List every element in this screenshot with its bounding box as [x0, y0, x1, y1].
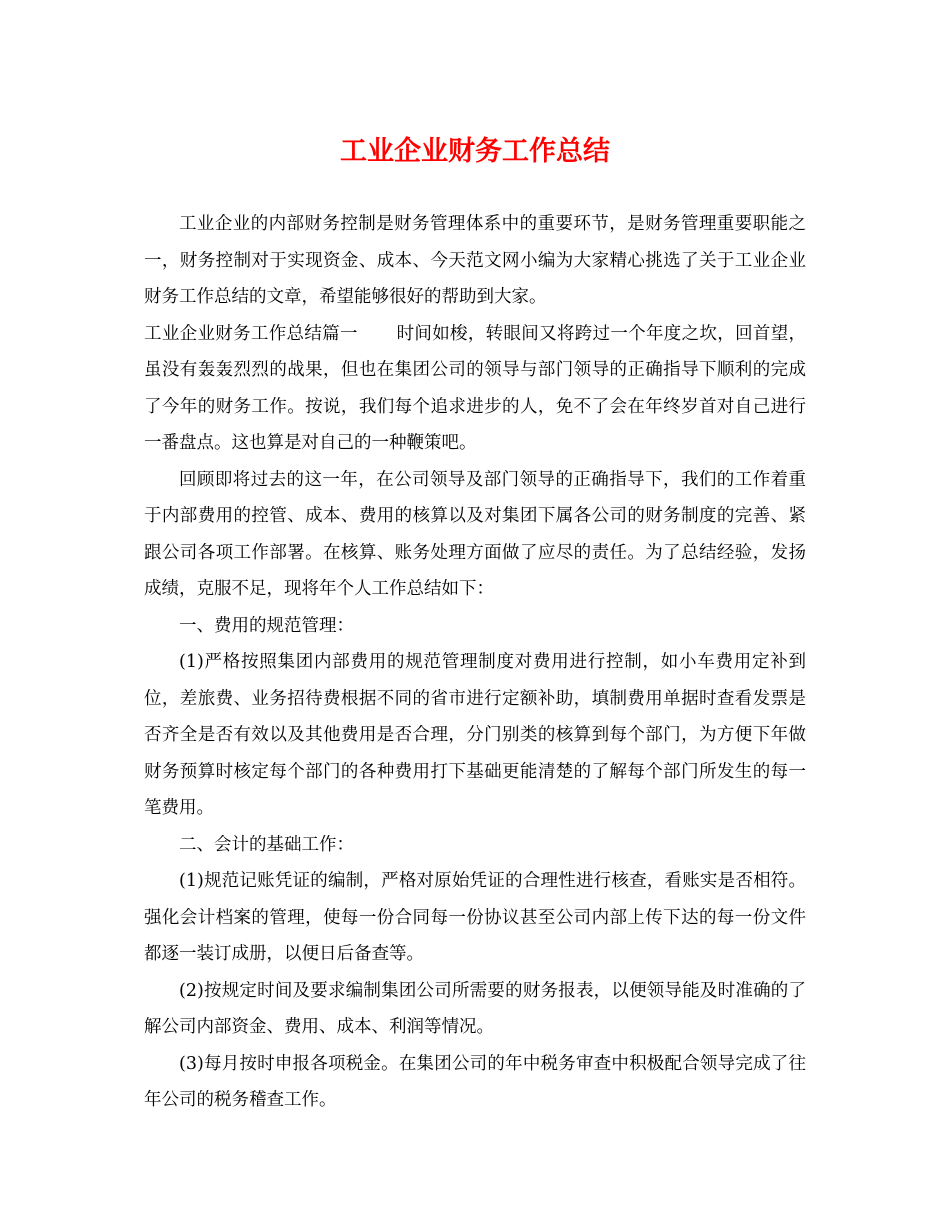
accounting-item-1: (1)规范记账凭证的编制，严格对原始凭证的合理性进行核查，看账实是否相符。强化会计档案的管理，使每一份合同每一份协议甚至公司内部上传下达的每一份文件都逐一装订成册，以便日后备查等。 — [144, 871, 806, 964]
heading-accounting-basics: 二、会计的基础工作： — [179, 834, 354, 855]
heading-expense-management: 一、费用的规范管理： — [179, 615, 354, 636]
document-title: 工业企业财务工作总结 — [340, 136, 610, 167]
review-paragraph: 回顾即将过去的这一年，在公司领导及部门领导的正确指导下，我们的工作着重于内部费用的控管、成本、费用的核算以及对集团下属各公司的财务制度的完善、紧跟公司各项工作部署。在核算、账务处理方面做了应尽的责任。为了总结经验，发扬成绩，克服不足，现将年个人工作总结如下： — [144, 469, 806, 599]
document-body — [144, 206, 806, 1119]
expense-item-1: (1)严格按照集团内部费用的规范管理制度对费用进行控制，如小车费用定补到位，差旅费、业务招待费根据不同的省市进行定额补助，填制费用单据时查看发票是否齐全是否有效以及其他费用是否合理，分门别类的核算到每个部门，为方便下年做财务预算时核定每个部门的各种费用打下基础更能清楚的了解每个部门所发生的每一笔费用。 — [144, 652, 806, 818]
intro-paragraph: 工业企业的内部财务控制是财务管理体系中的重要环节，是财务管理重要职能之一，财务控制对于实现资金、成本、今天范文网小编为大家精心挑选了关于工业企业财务工作总结的文章，希望能够很好的帮助到大家。 — [144, 214, 806, 307]
section-heading: 工业企业财务工作总结篇一 — [144, 323, 358, 344]
accounting-item-2: (2)按规定时间及要求编制集团公司所需要的财务报表，以便领导能及时准确的了解公司内部资金、费用、成本、利润等情况。 — [144, 980, 806, 1037]
section-one-text: 时间如梭，转眼间又将跨过一个年度之坎，回首望，虽没有轰轰烈烈的战果，但也在集团公司的领导与部门领导的正确指导下顺利的完成了今年的财务工作。按说，我们每个追求进步的人，免不了会在年终岁首对自己进行一番盘点。这也算是对自己的一种鞭策吧。 — [144, 323, 807, 453]
section-one-paragraph — [144, 316, 806, 462]
accounting-item-3: (3)每月按时申报各项税金。在集团公司的年中税务审查中积极配合领导完成了往年公司的税务稽查工作。 — [144, 1053, 806, 1110]
